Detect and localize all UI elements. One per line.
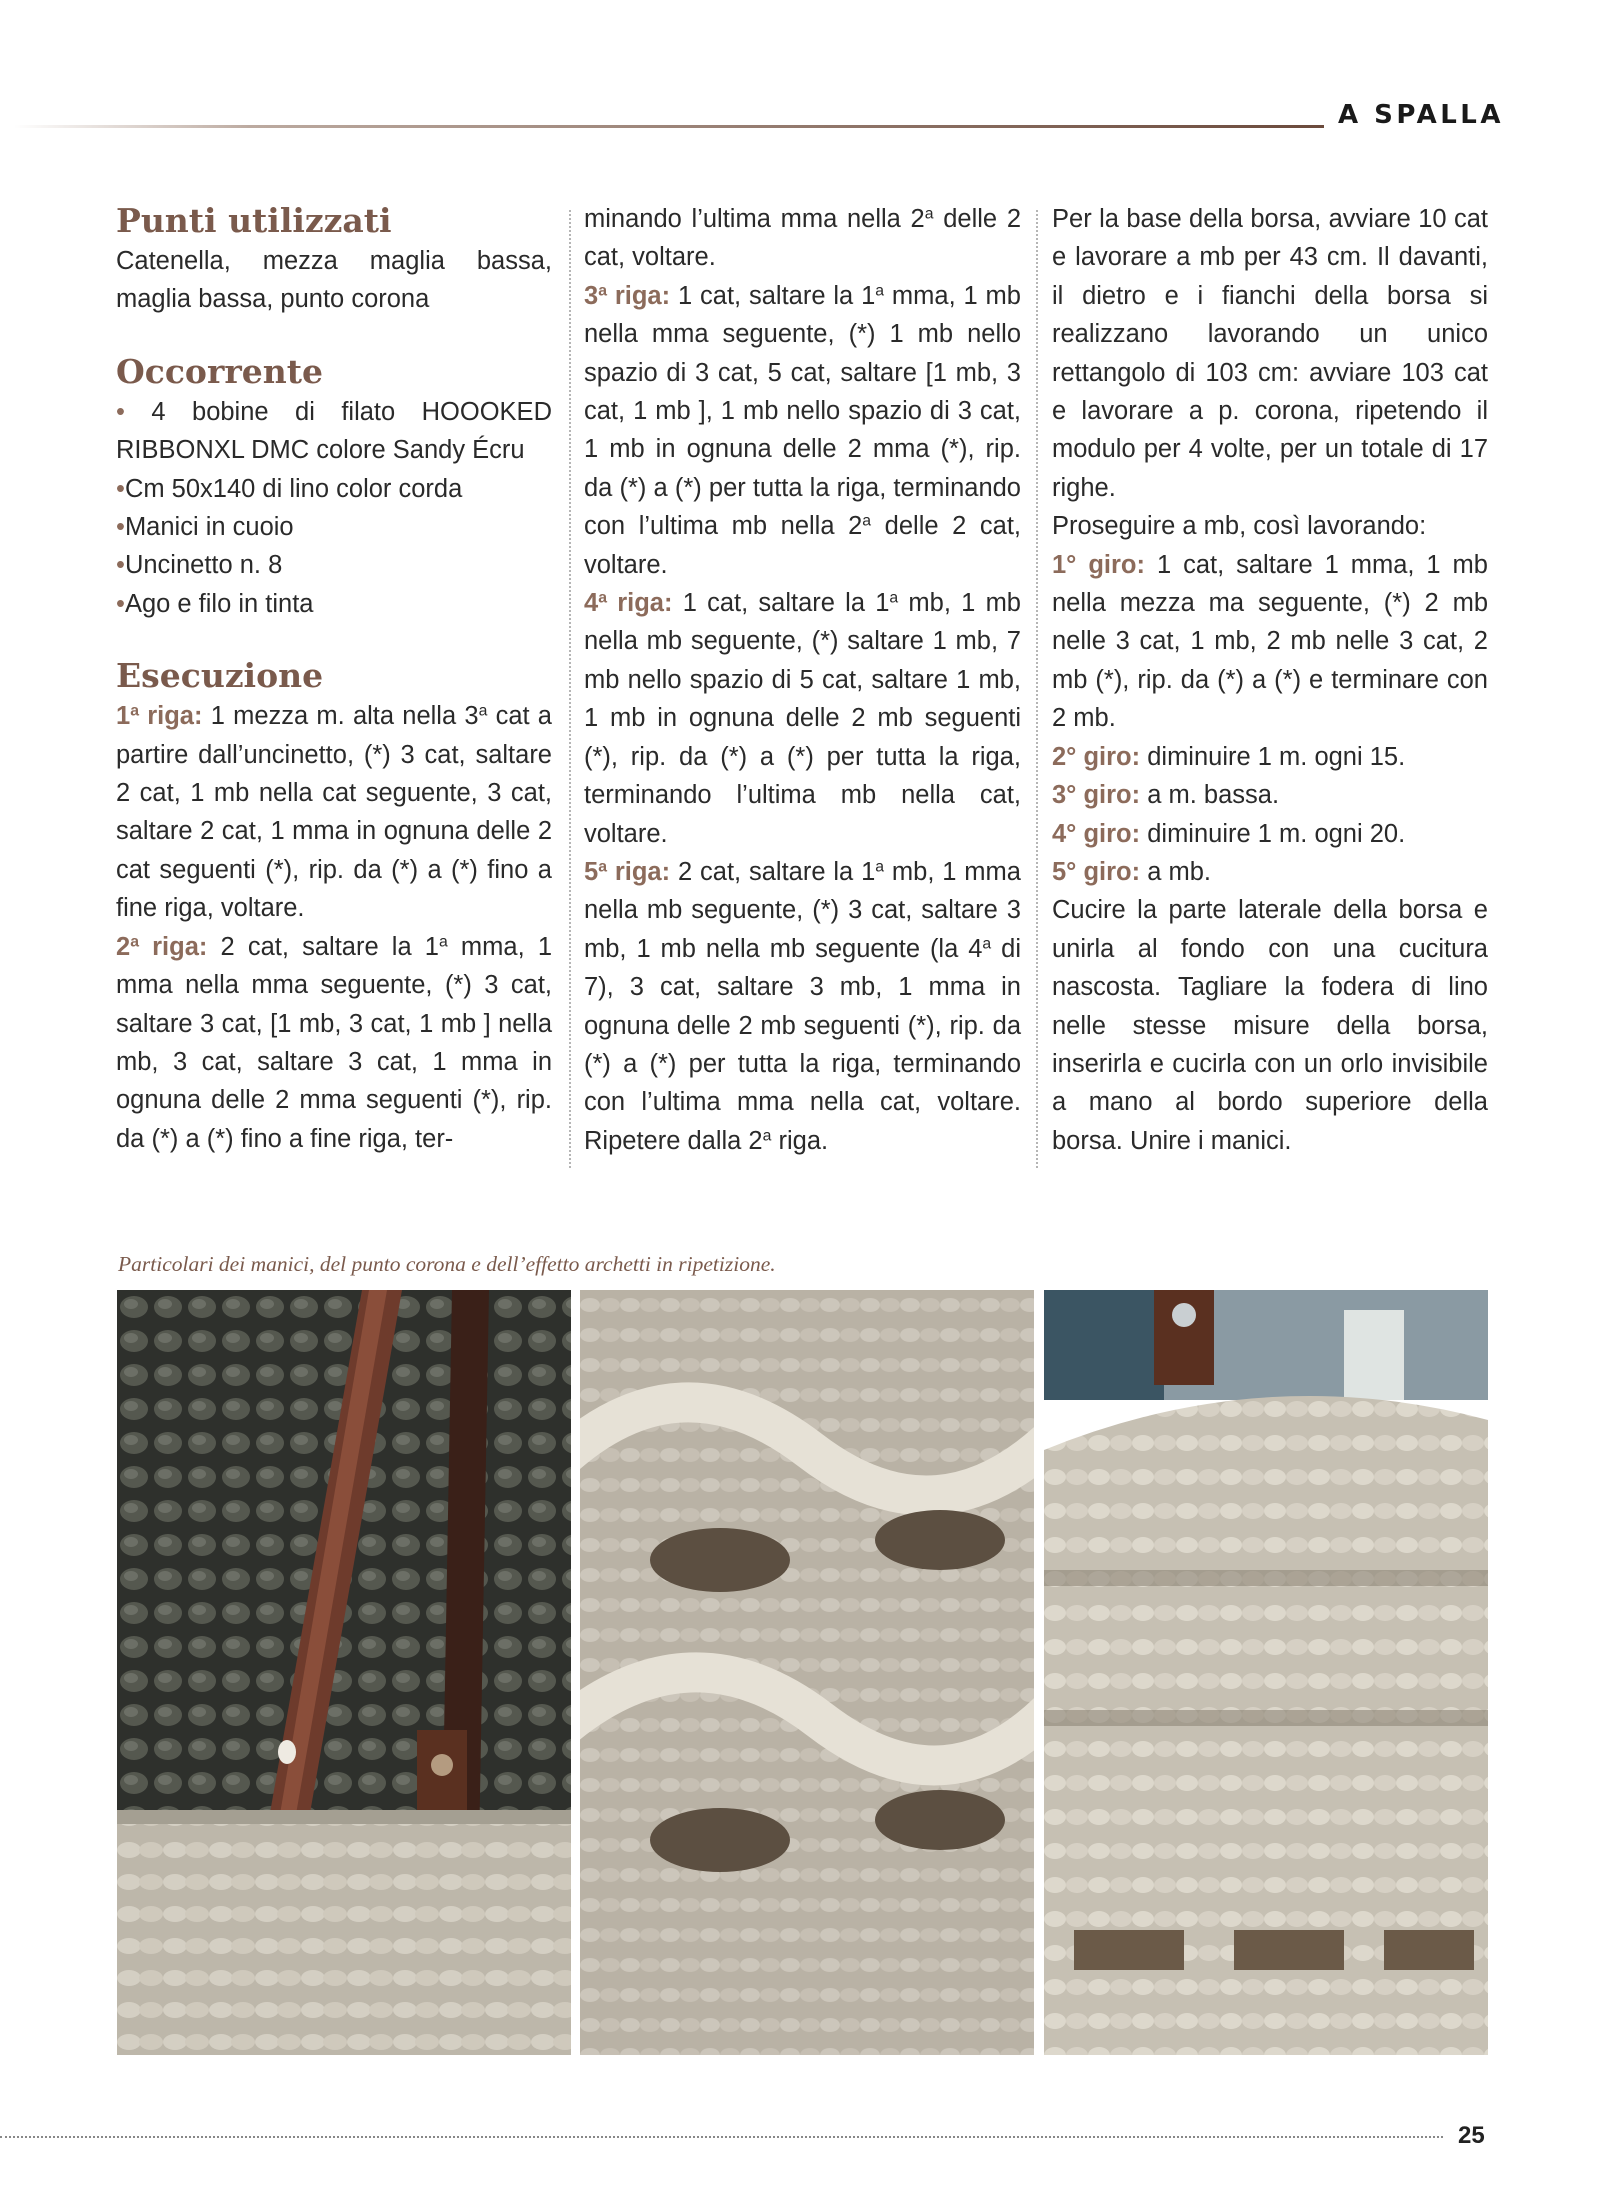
bullet-icon: •	[116, 551, 125, 580]
round-label: 1° giro:	[1052, 550, 1145, 579]
round-label: 4° giro:	[1052, 819, 1141, 848]
row-label: 2$^a$ riga:	[116, 932, 208, 961]
page-number: 25	[1458, 2122, 1485, 2149]
column-divider	[569, 210, 571, 1168]
row-label: 1$^a$ riga:	[116, 702, 203, 731]
column-1	[116, 200, 552, 1158]
section-label: A SPALLA	[1338, 100, 1504, 130]
round-2-instructions: 2° giro: diminuire 1 m. ogni 15.	[1052, 742, 1406, 771]
row-5-instructions: 5$^a$ riga: 2 cat, saltare la 1$^a$ mb, 1 mma nella mb seguente, (*) 3 cat, saltare 3 mb, 1 mb nella mb seguente (la 4$^a$ di 7), 3 cat, saltare 3 mb, 1 mma in ognuna delle 2 mb seguenti (*), rip. da (*) a (*) per tutta la riga, terminando con l’ultima mma nella cat, voltare. Ripetere dalla 2$^a$ riga.	[584, 857, 1021, 1155]
row-label: 3$^a$ riga:	[584, 281, 671, 310]
row-2-continuation: minando l’ultima mma nella 2$^a$ delle 2 cat, voltare.	[584, 205, 1022, 272]
footer-rule	[0, 2136, 1443, 2138]
materials-list	[116, 393, 552, 623]
round-4-instructions: 4° giro: diminuire 1 m. ogni 20.	[1052, 819, 1406, 848]
heading-esecuzione: Esecuzione	[116, 656, 324, 696]
row-2-instructions: 2$^a$ riga: 2 cat, saltare la 1$^a$ mma, 1 mma nella mma seguente, (*) 3 cat, saltare 3 cat, [1 mb, 3 cat, 1 mb ] nella mb, 3 cat, saltare 3 cat, 1 mma in ognuna delle 2 mma seguenti (*), rip. da (*) a (*) fino a fine riga, ter-	[116, 932, 552, 1153]
row-3-instructions: 3$^a$ riga: 1 cat, saltare la 1$^a$ mma, 1 mb nella mma seguente, (*) 1 mb nello spazio di 3 cat, 5 cat, saltare [1 mb, 3 cat, 1 mb ], 1 mb nello spazio di 3 cat, 1 mb in ognuna delle 2 mma (*), rip. da (*) a (*) per tutta la riga, terminando con l’ultima mb nella 2$^a$ delle 2 cat, voltare.	[584, 281, 1021, 579]
round-label: 2° giro:	[1052, 742, 1141, 771]
round-3-instructions: 3° giro: a m. bassa.	[1052, 781, 1280, 810]
finishing-instructions: Cucire la parte laterale della borsa e unirla al fondo con una cucitura nascosta. Tagliare la fodera di lino nelle stesse misure della borsa, inserirla e cucirla con un orlo invisibile a mano al bordo superiore della borsa. Unire i manici.	[1052, 896, 1488, 1155]
base-instructions: Per la base della borsa, avviare 10 cat e lavorare a mb per 43 cm. Il davanti, il dietro e i fianchi della borsa si realizzano lavorando un unico rettangolo di 103 cm: avviare 103 cat e lavorare a p. corona, ripetendo il modulo per 4 volte, per un totale di 17 righe.	[1052, 205, 1488, 502]
photo-stitch-detail	[580, 1290, 1034, 2055]
round-label: 5° giro:	[1052, 857, 1141, 886]
photo-handles	[117, 1290, 571, 2055]
list-item: •Ago e filo in tinta	[116, 589, 314, 618]
photo-caption: Particolari dei manici, del punto corona e dell’effetto archetti in ripetizione.	[118, 1252, 776, 1276]
column-2	[584, 200, 1021, 1160]
list-item: • 4 bobine di filato HOOOKED RIBBONXL DMC colore Sandy Écru	[116, 397, 552, 465]
list-item: •Uncinetto n. 8	[116, 551, 283, 580]
bullet-icon: •	[116, 397, 125, 426]
list-item: •Manici in cuoio	[116, 513, 294, 542]
row-label: 4$^a$ riga:	[584, 589, 673, 618]
column-3	[1052, 200, 1488, 1160]
continue-instructions: Proseguire a mb, così lavorando:	[1052, 512, 1427, 541]
row-1-instructions: 1$^a$ riga: 1 mezza m. alta nella 3$^a$ cat a partire dall’uncinetto, (*) 3 cat, saltare 2 cat, 1 mb nella cat seguente, 3 cat, saltare 2 cat, 1 mma in ognuna delle 2 cat seguenti (*), rip. da (*) a (*) fino a fine riga, voltare.	[116, 702, 552, 923]
round-label: 3° giro:	[1052, 781, 1141, 810]
round-1-instructions: 1° giro: 1 cat, saltare 1 mma, 1 mb nella mezza ma seguente, (*) 2 mb nelle 3 cat, 1 mb, 2 mb nelle 3 cat, 2 mb (*), rip. da (*) a (*) e terminare con 2 mb.	[1052, 550, 1488, 733]
bullet-icon: •	[116, 474, 125, 503]
bullet-icon: •	[116, 589, 125, 618]
heading-punti-utilizzati: Punti utilizzati	[116, 201, 392, 240]
round-5-instructions: 5° giro: a mb.	[1052, 857, 1211, 886]
heading-occorrente: Occorrente	[116, 351, 323, 391]
header-rule	[14, 125, 1324, 128]
punti-text: Catenella, mezza maglia bassa, maglia bassa, punto corona	[116, 247, 552, 314]
row-label: 5$^a$ riga:	[584, 857, 671, 886]
column-divider	[1036, 210, 1038, 1168]
photo-arches-detail	[1044, 1290, 1488, 2055]
list-item: •Cm 50x140 di lino color corda	[116, 474, 463, 503]
row-4-instructions: 4$^a$ riga: 1 cat, saltare la 1$^a$ mb, 1 mb nella mb seguente, (*) saltare 1 mb, 7 mb nello spazio di 5 cat, saltare 1 mb, 1 mb in ognuna delle 2 mb seguenti (*), rip. da (*) a (*) per tutta la riga, terminando l’ultima mb nella cat, voltare.	[584, 589, 1021, 848]
bullet-icon: •	[116, 513, 125, 542]
